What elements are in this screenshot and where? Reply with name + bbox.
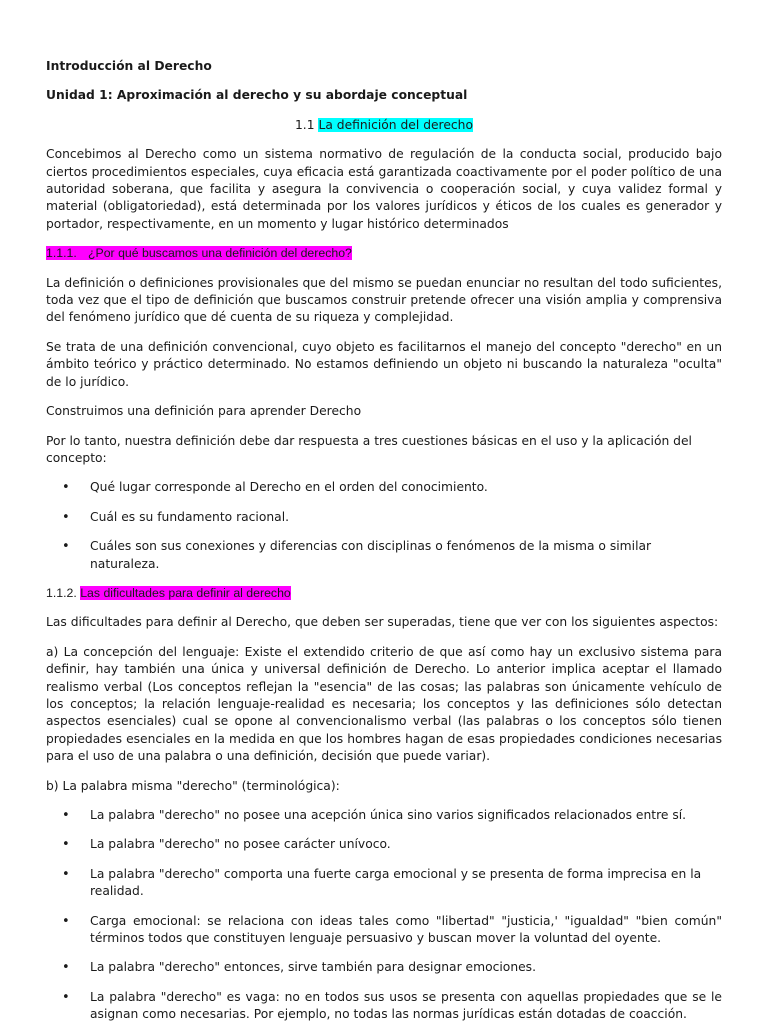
- list-item: • La palabra "derecho" entonces, sirve también para designar emociones.: [62, 960, 536, 976]
- paragraph-definition: Concebimos al Derecho como un sistema normativo de regulación de la conducta social, producido bajo ciertos procedimientos especiales, cuya eficacia está garantizada coactivamente por el poder político de una autoridad soberana, que facilita y asegura la convivencia o cooperación social, y cuya validez formal y material (obligatoriedad), está determinada por los valores jurídicos y éticos de los cuales es generador y portador, respectivamente, en un momento y lugar histórico determinados: [46, 147, 722, 231]
- paragraph-language-conception: a) La concepción del lenguaje: Existe el extendido criterio de que así como hay un exclusivo sistema para definir, hay también una única y universal definición de Derecho. Lo anterior implica aceptar el llamado realismo verbal (Los conceptos reflejan la "esencia" de las cosas; las palabras son únicamente vehículo de los conceptos; la relación lenguaje-realidad es necesaria; los conceptos y las definiciones sólo detectan aspectos esenciales) cual se opone al convencionalismo verbal (las palabras o los conceptos sólo tienen propiedades esenciales en la medida en que los hombres hagan de esas propiedades condiciones necesarias para el uso de una palabra o una definición, decisión que puede variar).: [46, 644, 722, 764]
- list-item: • La palabra "derecho" comporta una fuerte carga emocional y se presenta de forma imprecisa en la realidad.: [62, 866, 702, 899]
- list-item: • La palabra "derecho" es vaga: no en todos sus usos se presenta con aquellas propiedades que se le asignan como necesarias. Por ejemplo, no todas las normas jurídicas están dotadas de coacción.: [62, 989, 722, 1022]
- paragraph-provisional: La definición o definiciones provisionales que del mismo se puedan enunciar no resultan del todo suficientes, toda vez que el tipo de definición que buscamos construir pretende ofrecer una visión amplia y comprensiva del fenómeno jurídico que dé cuenta de su riqueza y complejidad.: [46, 275, 722, 325]
- bullet-icon: •: [62, 866, 70, 882]
- bullet-icon: •: [62, 913, 70, 929]
- bullet-icon: •: [62, 989, 70, 1005]
- list-item: • Cuáles son sus conexiones y diferencias con disciplinas o fenómenos de la misma o similar naturaleza.: [62, 539, 652, 571]
- paragraph-difficulties: Las dificultades para definir al Derecho, que deben ser superadas, tiene que ver con los siguientes aspectos:: [46, 615, 719, 630]
- section-heading: [46, 117, 722, 134]
- subsection-1-highlight: [46, 246, 352, 260]
- paragraph-construct: Construimos una definición para aprender Derecho: [46, 404, 362, 419]
- subsection-2-heading: [46, 585, 722, 602]
- bullet-list-terminology: [46, 807, 722, 1024]
- bullet-list-questions: [46, 479, 722, 573]
- unit-heading: Unidad 1: Aproximación al derecho y su abordaje conceptual: [46, 88, 468, 103]
- list-item: • Carga emocional: se relaciona con ideas tales como "libertad" "justicia,' "igualdad" "bien común" términos todos que constituyen lenguaje persuasivo y buscan mover la voluntad del oyente.: [62, 913, 722, 946]
- subsection-1-title: ¿Por qué buscamos una definición del derecho?: [88, 246, 352, 261]
- list-item: • La palabra "derecho" no posee una acepción única sino varios significados relacionados entre sí.: [62, 808, 687, 823]
- list-item: • Cuál es su fundamento racional.: [62, 509, 290, 525]
- paragraph-terminology: b) La palabra misma "derecho" (terminológica):: [46, 778, 340, 793]
- document-title: Introducción al Derecho: [46, 59, 212, 73]
- subsection-2-title: Las dificultades para definir al derecho: [80, 585, 291, 600]
- bullet-icon: •: [62, 480, 70, 496]
- paragraph-three-questions: Por lo tanto, nuestra definición debe dar respuesta a tres cuestiones básicas en el uso y la aplicación del concepto:: [46, 433, 692, 465]
- bullet-icon: •: [62, 509, 70, 525]
- document-body: [46, 58, 722, 1036]
- bullet-icon: •: [62, 808, 70, 823]
- list-item: • Qué lugar corresponde al Derecho en el orden del conocimiento.: [62, 480, 488, 496]
- subsection-1-number: 1.1.1.: [46, 246, 77, 261]
- section-title: La definición del derecho: [318, 117, 473, 132]
- bullet-icon: •: [62, 960, 70, 976]
- bullet-icon: •: [62, 837, 70, 853]
- subsection-1-heading: [46, 245, 722, 262]
- section-number: 1.1: [294, 117, 315, 132]
- bullet-icon: •: [62, 539, 70, 555]
- subsection-2-number: 1.1.2.: [46, 585, 77, 600]
- list-item: • La palabra "derecho" no posee carácter unívoco.: [62, 837, 391, 853]
- paragraph-conventional: Se trata de una definición convencional, cuyo objeto es facilitarnos el manejo del concepto "derecho" en un ámbito teórico y práctico determinado. No estamos definiendo un objeto ni buscando la naturaleza "oculta" de lo jurídico.: [46, 339, 722, 389]
